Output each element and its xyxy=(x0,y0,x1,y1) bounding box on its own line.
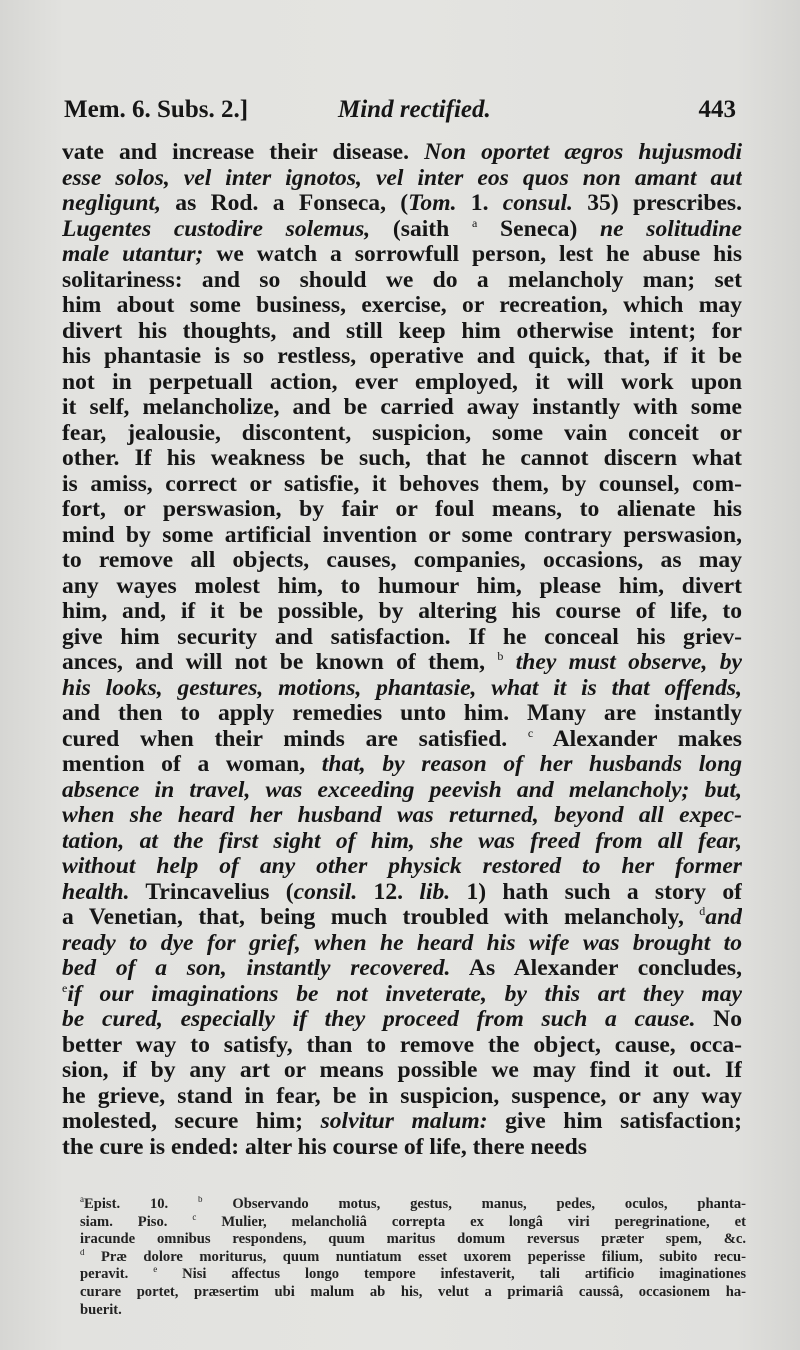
text-run: cured when their minds are satisfied. xyxy=(62,726,528,752)
text-line xyxy=(62,268,742,294)
text-run: he grieve, stand in fear, be in suspicion, suspence, or any way xyxy=(62,1083,742,1109)
text-line xyxy=(62,293,742,319)
text-run: as Rod. a Fonseca, ( xyxy=(161,191,409,216)
text-line xyxy=(62,1058,742,1084)
text-run: fort, or perswasion, by fair or foul means, to alienate his xyxy=(62,497,742,522)
text-run: mention of a woman, xyxy=(62,752,322,777)
text-line xyxy=(62,497,742,523)
italic-text: Non oportet ægros hujusmodi xyxy=(424,140,742,165)
text-line xyxy=(62,1135,742,1161)
text-line xyxy=(62,140,742,166)
text-line xyxy=(62,344,742,370)
text-run: not in perpetuall action, ever employed, it will work upon xyxy=(62,369,742,395)
italic-text: ne solitudine xyxy=(600,216,742,242)
text-line xyxy=(62,421,742,447)
italic-text: absence in travel, was exceeding peevish and melancholy; but, xyxy=(62,777,742,803)
text-run: (saith xyxy=(370,216,472,242)
text-line xyxy=(62,1084,742,1110)
text-line xyxy=(62,1007,742,1033)
text-line xyxy=(62,191,742,217)
text-run: to remove all objects, causes, companies, occasions, as may xyxy=(62,548,742,573)
italic-text: they must observe, by xyxy=(503,650,742,675)
italic-text: negligunt, xyxy=(62,191,161,216)
footnotes xyxy=(80,1196,746,1319)
italic-text: lib. xyxy=(419,879,451,905)
footnote-marker: e xyxy=(62,981,68,995)
text-run: is amiss, correct or satisfie, it behoves them, by counsel, com- xyxy=(62,471,742,497)
italic-text: that, by reason of her husbands long xyxy=(321,752,742,777)
text-run: him about some business, exercise, or recreation, which may xyxy=(62,293,742,318)
italic-text: when she heard her husband was returned, beyond all expec- xyxy=(62,803,742,828)
text-line xyxy=(62,650,742,676)
text-run: fear, jealousie, discontent, suspicion, some vain conceit or xyxy=(62,420,742,446)
footnote-marker: a xyxy=(80,1196,84,1205)
text-run: give him satisfaction; xyxy=(487,1109,742,1134)
text-run: 1. xyxy=(456,191,503,216)
text-run: siam. Piso. xyxy=(80,1213,193,1230)
text-run: curare portet, præsertim ubi malum ab his, velut a primariâ caussâ, occasionem ha- xyxy=(80,1283,746,1300)
text-run: peravit. xyxy=(80,1266,154,1283)
italic-text: be cured, especially if they proceed from such a cause. xyxy=(62,1007,696,1032)
text-line xyxy=(62,370,742,396)
text-run: him, and, if it be possible, by altering his course of life, to xyxy=(62,599,742,624)
text-line xyxy=(62,982,742,1008)
text-run: solitariness: and so should we do a melancholy man; set xyxy=(62,267,742,293)
text-run: any wayes molest him, to humour him, please him, divert xyxy=(62,573,742,599)
text-run: give him security and satisfaction. If he conceal his griev- xyxy=(62,624,742,650)
footnote-line xyxy=(80,1249,746,1267)
text-run: buerit. xyxy=(80,1301,122,1318)
footnote-line xyxy=(80,1302,746,1320)
text-line xyxy=(62,217,742,243)
italic-text: bed of a son, instantly recovered. xyxy=(62,956,451,981)
text-run: Alexander makes xyxy=(533,726,742,752)
text-line xyxy=(62,854,742,880)
text-run: vate and increase their disease. xyxy=(62,140,425,165)
italic-text: esse solos, vel inter ignotos, vel inter eos quos non amant aut xyxy=(62,165,742,191)
text-line xyxy=(62,931,742,957)
text-run: and then to apply remedies unto him. Many are instantly xyxy=(62,701,742,726)
section-reference: Mem. 6. Subs. 2.] xyxy=(64,96,249,123)
footnote-marker: d xyxy=(699,905,706,919)
italic-text: consil. xyxy=(293,879,358,905)
text-run: Mulier, melancholiâ correpta ex longâ viri peregrinatione, et xyxy=(196,1213,746,1230)
text-line xyxy=(62,880,742,906)
main-text xyxy=(62,140,742,1160)
text-line xyxy=(62,829,742,855)
text-line xyxy=(62,166,742,192)
footnote-marker: c xyxy=(527,726,534,740)
text-line xyxy=(62,523,742,549)
text-run: Epist. 10. xyxy=(84,1196,199,1212)
footnote-marker: d xyxy=(80,1248,85,1257)
text-run: a Venetian, that, being much troubled with melancholy, xyxy=(62,905,700,930)
italic-text: Tom. xyxy=(408,191,457,216)
text-line xyxy=(62,395,742,421)
text-line xyxy=(62,625,742,651)
footnote-marker: b xyxy=(497,650,504,664)
text-run: mind by some artificial invention or some contrary perswasion, xyxy=(62,522,742,548)
footnote-line xyxy=(80,1231,746,1249)
text-run: molested, secure him; xyxy=(62,1109,321,1134)
text-run: 12. xyxy=(357,879,420,905)
text-line xyxy=(62,242,742,268)
text-line xyxy=(62,778,742,804)
text-run: No xyxy=(695,1007,742,1032)
text-run: we watch a sorrowfull person, lest he abuse his xyxy=(203,242,742,267)
footnote-marker: e xyxy=(153,1266,158,1275)
italic-text: consul. xyxy=(502,191,573,216)
text-line xyxy=(62,676,742,702)
text-line xyxy=(62,803,742,829)
text-run: better way to satisfy, than to remove the object, cause, occa- xyxy=(62,1032,742,1058)
italic-text: health. xyxy=(62,879,130,905)
footnote-line xyxy=(80,1266,746,1284)
text-run: other. If his weakness be such, that he cannot discern what xyxy=(62,446,742,471)
text-line xyxy=(62,548,742,574)
text-run: divert his thoughts, and still keep him otherwise intent; for xyxy=(62,318,742,344)
text-line xyxy=(62,472,742,498)
running-title: Mind rectified. xyxy=(338,96,491,123)
text-line xyxy=(62,1109,742,1135)
text-line xyxy=(62,752,742,778)
text-run: iracunde omnibus respondens, quum maritus domum reversus præter spem, &c. xyxy=(80,1231,746,1248)
text-line xyxy=(62,956,742,982)
footnote-line xyxy=(80,1284,746,1302)
text-run: it self, melancholize, and be carried away instantly with some xyxy=(62,395,742,420)
text-run: his phantasie is so restless, operative and quick, that, if it be xyxy=(62,344,742,369)
running-header xyxy=(64,96,736,130)
text-line xyxy=(62,319,742,345)
italic-text: his looks, gestures, motions, phantasie, what it is that offends, xyxy=(62,675,742,701)
footnote-line xyxy=(80,1214,746,1232)
footnote-line xyxy=(80,1196,746,1214)
text-line xyxy=(62,446,742,472)
text-run: Seneca) xyxy=(477,216,600,242)
text-run: Nisi affectus longo tempore infestaverit, tali artificio imaginationes xyxy=(157,1266,746,1283)
italic-text: solvitur malum: xyxy=(320,1109,488,1134)
italic-text: Lugentes custodire solemus, xyxy=(62,216,371,242)
italic-text: male utantur; xyxy=(62,242,204,267)
text-run: ances, and will not be known of them, xyxy=(62,650,498,675)
page-number: 443 xyxy=(698,96,736,123)
footnote-marker: b xyxy=(198,1196,203,1205)
text-run: Trincavelius ( xyxy=(129,879,294,905)
text-run: Præ dolore moriturus, quum nuntiatum esset uxorem peperisse filium, subito recu- xyxy=(84,1248,746,1265)
text-run: 1) hath such a story of xyxy=(450,879,742,905)
text-run: As Alexander concludes, xyxy=(450,956,742,981)
italic-text: without help of any other physick restored to her former xyxy=(62,854,742,879)
footnote-marker: c xyxy=(192,1213,197,1222)
text-line xyxy=(62,574,742,600)
text-run: Observando motus, gestus, manus, pedes, oculos, phanta- xyxy=(202,1196,746,1212)
text-line xyxy=(62,701,742,727)
italic-text: and xyxy=(705,905,742,930)
text-line xyxy=(62,1033,742,1059)
text-line xyxy=(62,905,742,931)
text-line xyxy=(62,727,742,753)
footnote-marker: a xyxy=(471,216,478,230)
text-run: 35) prescribes. xyxy=(572,191,742,216)
italic-text: ready to dye for grief, when he heard his wife was brought to xyxy=(62,930,742,956)
italic-text: tation, at the first sight of him, she was freed from all fear, xyxy=(62,828,742,854)
text-run: sion, if by any art or means possible we may find it out. If xyxy=(62,1058,742,1083)
italic-text: if our imaginations be not inveterate, by this art they may xyxy=(67,981,742,1007)
text-line xyxy=(62,599,742,625)
text-run: the cure is ended: alter his course of life, there needs xyxy=(62,1134,587,1160)
